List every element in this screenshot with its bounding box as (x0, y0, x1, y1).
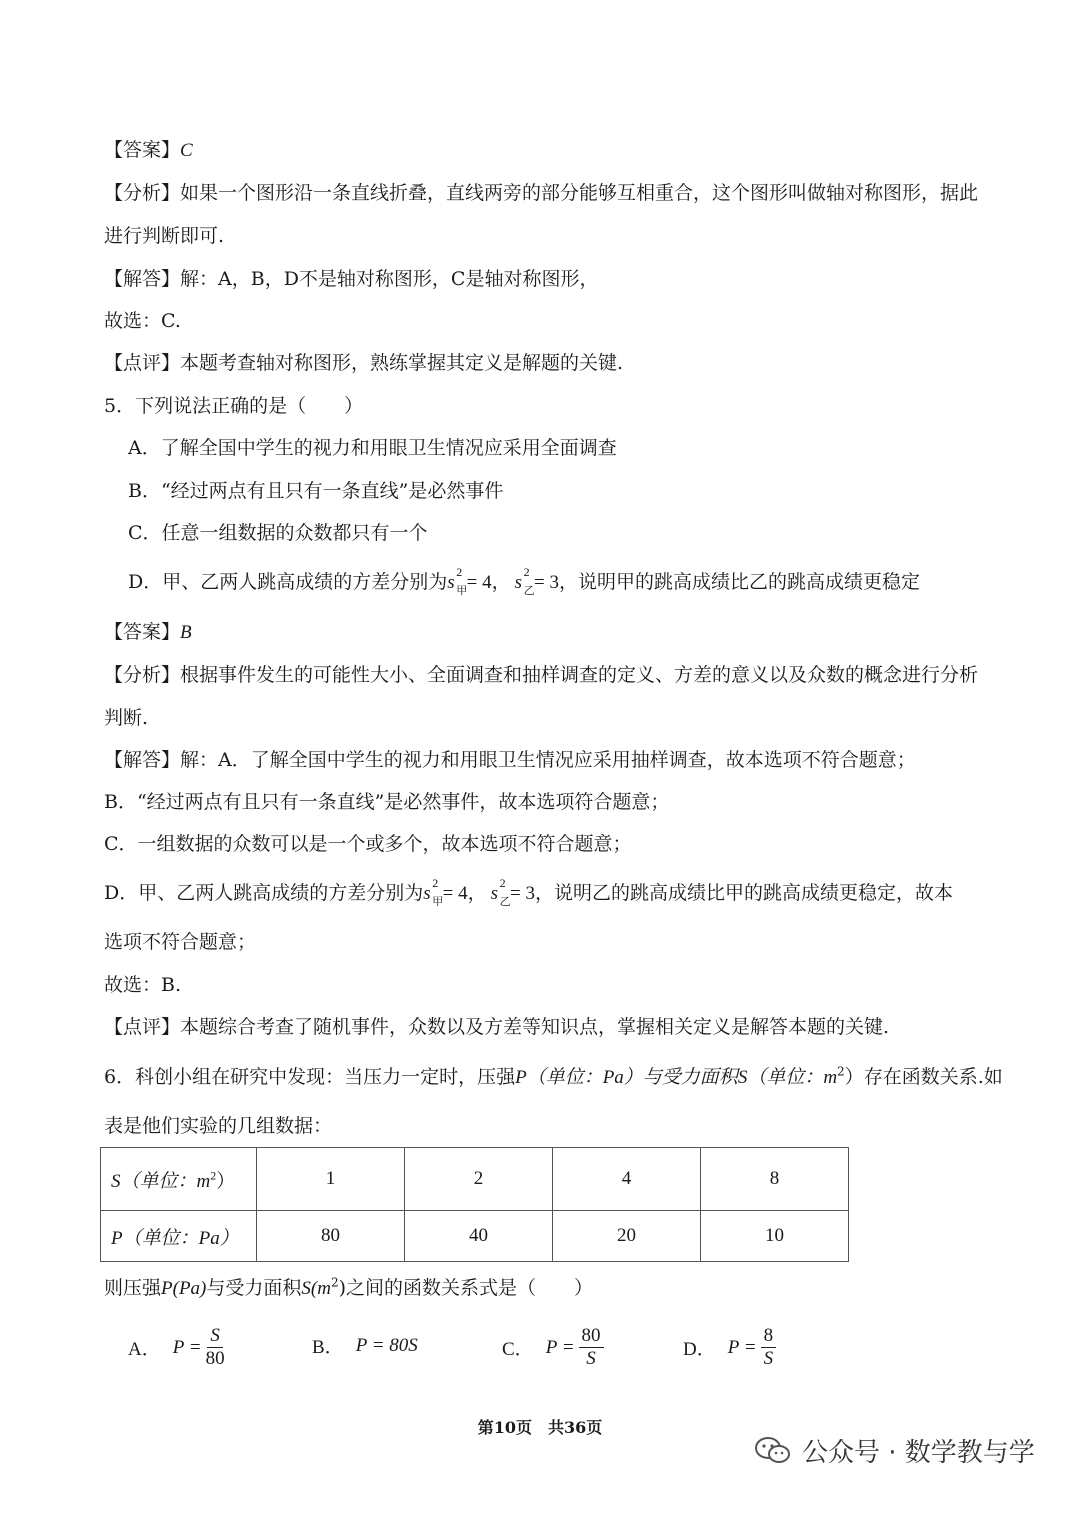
q5-solution-a: 【解答】解：A．了解全国中学生的视力和用眼卫生情况应采用抽样调查，故本选项不符合题意； (104, 749, 916, 771)
q6-question: 则压强P(Pa)与受力面积$S(m^2)$之间的函数关系式是（ ） (104, 1275, 594, 1299)
variance-jia-sol: s 2 甲 (423, 876, 444, 908)
variance-yi-sol: s 2 乙 (490, 876, 511, 908)
q5-analysis-line2: 判断. (104, 707, 149, 729)
q6-option-b: B． P = 80S (312, 1334, 418, 1358)
table-row (101, 1211, 849, 1262)
variance-jia: s 2 甲 (447, 565, 468, 597)
q5-solution-c: C．一组数据的众数可以是一个或多个，故本选项不符合题意； (104, 833, 632, 855)
q4-solution: 【解答】解：A，B，D不是轴对称图形，C是轴对称图形， (104, 268, 599, 290)
q6-option-c: C． P = $\frac{80}{S}$ (502, 1325, 604, 1370)
q4-analysis-line2: 进行判断即可. (104, 225, 225, 247)
table-row (101, 1148, 849, 1211)
q4-analysis-line1: 【分析】如果一个图形沿一条直线折叠，直线两旁的部分能够互相重合，这个图形叫做轴对称图形，据此 (104, 182, 979, 204)
s-value: 4 (553, 1148, 701, 1211)
q5-answer: 【答案】B (104, 621, 192, 643)
q4-comment: 【点评】本题考查轴对称图形，熟练掌握其定义是解题的关键. (104, 352, 624, 374)
p-value: 40 (405, 1211, 553, 1262)
row-p-label: P（单位：Pa） (101, 1211, 257, 1262)
q6-option-a: A． P = $\frac{S}{80}$ (128, 1325, 225, 1369)
q6-stem-line1: 6．科创小组在研究中发现：当压力一定时，压强P（单位：Pa）与受力面积S（单位：$m^2$）存在函数关系.如 (104, 1064, 1003, 1088)
s-value: 2 (405, 1148, 553, 1211)
row-s-label: S（单位：$m^2$） (101, 1148, 257, 1211)
q5-option-b: B．“经过两点有且只有一条直线”是必然事件 (128, 480, 504, 502)
q5-option-a: A．了解全国中学生的视力和用眼卫生情况应采用全面调查 (128, 437, 617, 459)
page-footer: 第10页 共36页 (477, 1418, 603, 1437)
q5-solution-d: D．甲、乙两人跳高成绩的方差分别为s 2 甲 = 4， s 2 乙 = 3，说明乙的跳高成绩比甲的跳高成绩更稳定，故本 (104, 876, 954, 908)
q5-solution-d-line2: 选项不符合题意； (104, 931, 257, 953)
q5-analysis-line1: 【分析】根据事件发生的可能性大小、全面调查和抽样调查的定义、方差的意义以及众数的概念进行分析 (104, 664, 979, 686)
q4-choose: 故选：C. (104, 310, 181, 332)
p-value: 80 (257, 1211, 405, 1262)
q5-solution-b: B．“经过两点有且只有一条直线”是必然事件，故本选项符合题意； (104, 791, 670, 813)
q6-data-table (100, 1147, 849, 1262)
s-value: 8 (701, 1148, 849, 1211)
p-value: 20 (553, 1211, 701, 1262)
q5-comment: 【点评】本题综合考查了随机事件，众数以及方差等知识点，掌握相关定义是解答本题的关键. (104, 1016, 890, 1038)
fraction: $\frac{80}{S}$ (579, 1325, 604, 1370)
fraction: $\frac{S}{80}$ (205, 1325, 225, 1369)
q5-option-c: C．任意一组数据的众数都只有一个 (128, 522, 428, 544)
watermark: 公众号 · 数学教与学 (754, 1432, 1035, 1469)
p-value: 10 (701, 1211, 849, 1262)
q6-stem-line2: 表是他们实验的几组数据： (104, 1115, 333, 1137)
q5-option-d: D．甲、乙两人跳高成绩的方差分别为s 2 甲 = 4， s 2 乙 = 3，说明甲的跳高成绩比乙的跳高成绩更稳定 (128, 565, 921, 597)
q6-option-d: D． P = $\frac{8}{S}$ (683, 1325, 776, 1370)
wechat-icon (754, 1436, 792, 1466)
q5-stem: 5．下列说法正确的是（ ） (104, 395, 364, 417)
q4-answer: 【答案】C (104, 139, 193, 161)
q5-choose: 故选：B. (104, 974, 182, 996)
fraction: $\frac{8}{S}$ (761, 1325, 777, 1370)
s-value: 1 (257, 1148, 405, 1211)
variance-yi: s 2 乙 (514, 565, 535, 597)
